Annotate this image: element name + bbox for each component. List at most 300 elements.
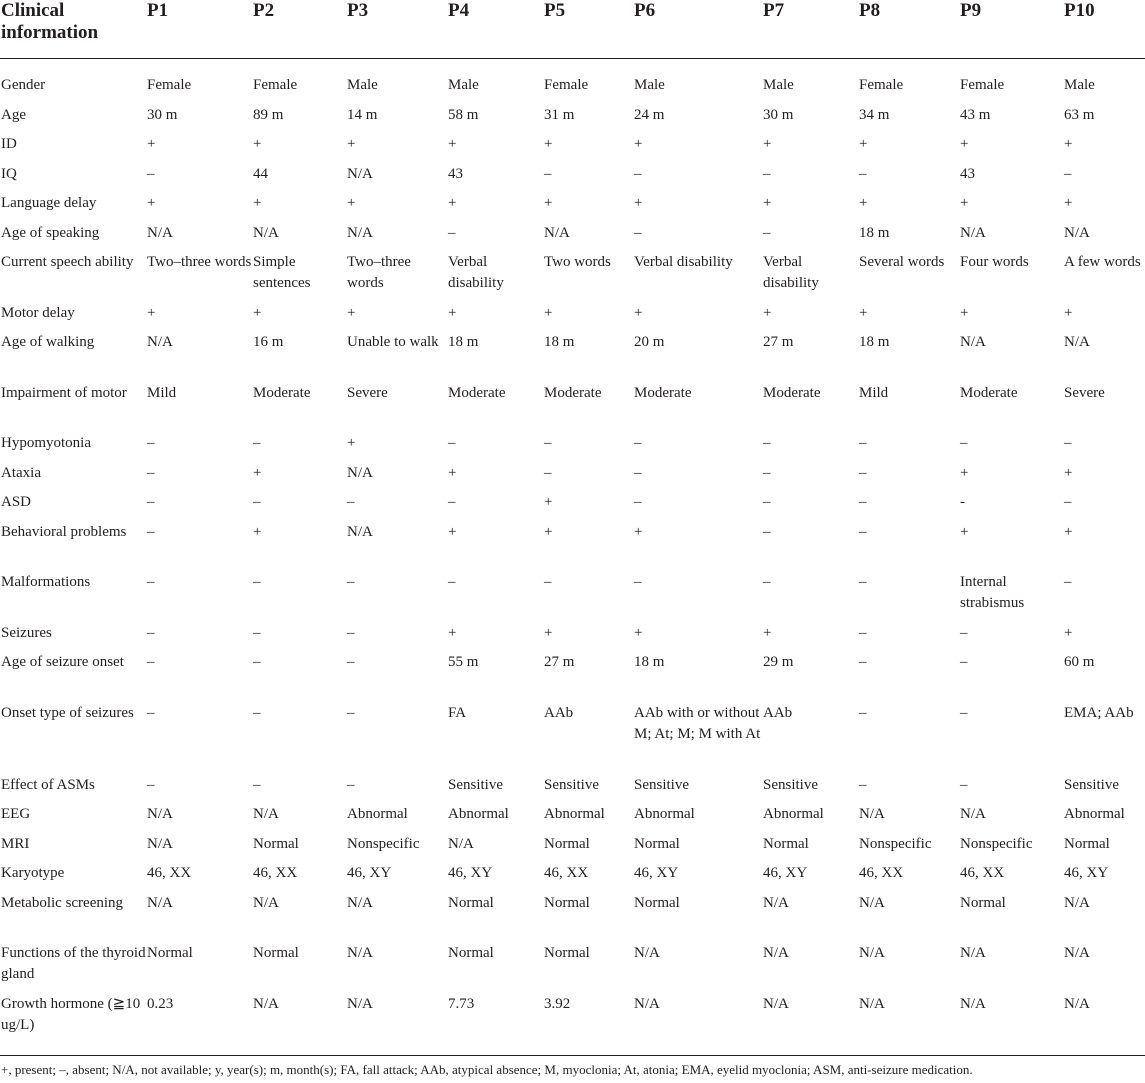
header-p4: P4 — [448, 0, 544, 59]
table-cell: 27 m — [544, 654, 575, 670]
table-cell: + — [544, 494, 553, 510]
table-cell: + — [634, 624, 643, 641]
table-cell: 46, XY — [448, 865, 493, 881]
table-cell: - — [960, 494, 965, 510]
row-label: Age of seizure onset — [1, 654, 124, 670]
table-cell: N/A — [253, 995, 279, 1012]
table-cell: + — [634, 523, 643, 540]
table-cell: – — [253, 494, 261, 510]
table-cell: Male — [347, 77, 378, 93]
table-row — [0, 252, 1145, 303]
table-row — [0, 433, 1145, 463]
table-cell: N/A — [1064, 894, 1090, 911]
table-cell: Normal — [634, 835, 680, 852]
table-row — [0, 383, 1145, 434]
row-label: Gender — [1, 77, 46, 93]
table-cell: + — [859, 195, 868, 211]
table-cell: – — [253, 624, 261, 641]
table-row — [0, 863, 1145, 893]
table-cell: Sensitive — [634, 776, 689, 793]
table-cell: Several words — [859, 254, 945, 270]
table-cell: 63 m — [1064, 106, 1095, 123]
table-cell: + — [1064, 523, 1073, 540]
table-cell: N/A — [347, 165, 373, 182]
table-cell: Moderate — [634, 384, 692, 401]
table-cell: 44 — [253, 165, 268, 182]
table-cell: – — [763, 464, 771, 481]
table-cell: N/A — [147, 334, 173, 350]
table-cell: 30 m — [763, 106, 794, 123]
table-cell: 18 m — [859, 224, 890, 241]
table-cell: – — [448, 574, 456, 590]
table-cell: – — [859, 624, 867, 641]
table-cell: – — [147, 574, 155, 590]
row-label: Impairment of motor — [1, 384, 127, 401]
table-cell: + — [763, 136, 772, 152]
table-cell: + — [448, 523, 457, 540]
row-label: MRI — [1, 835, 30, 852]
table-cell: Sensitive — [448, 776, 503, 793]
table-cell: + — [634, 195, 643, 211]
table-cell: N/A — [1064, 995, 1090, 1012]
table-row — [0, 492, 1145, 522]
table-cell: Male — [448, 77, 479, 93]
table-cell: – — [347, 776, 355, 793]
table-cell: Two–three words — [347, 254, 411, 291]
table-cell: 43 m — [960, 106, 991, 123]
table-cell: N/A — [544, 224, 570, 241]
table-cell: + — [859, 136, 868, 152]
table-cell: – — [253, 776, 261, 793]
table-row — [0, 75, 1145, 105]
table-cell: + — [1064, 136, 1073, 152]
table-cell: 46, XX — [960, 865, 1005, 881]
table-cell: 46, XX — [147, 865, 192, 881]
table-row — [0, 522, 1145, 573]
table-cell: – — [147, 523, 155, 540]
table-cell: + — [448, 624, 457, 641]
table-cell: N/A — [634, 945, 660, 961]
table-cell: N/A — [147, 806, 173, 822]
table-cell: EMA; AAb — [1064, 704, 1134, 721]
table-cell: Normal — [960, 894, 1006, 911]
table-cell: N/A — [634, 995, 660, 1012]
table-cell: 27 m — [763, 334, 794, 350]
table-cell: – — [634, 464, 642, 481]
table-cell: Normal — [544, 894, 590, 911]
table-cell: + — [634, 304, 643, 321]
table-cell: + — [544, 523, 553, 540]
table-row — [0, 303, 1145, 333]
table-cell: + — [448, 304, 457, 321]
table-row — [0, 572, 1145, 623]
table-cell: – — [859, 704, 867, 721]
table-cell: Male — [634, 77, 665, 93]
table-cell: Female — [147, 77, 192, 93]
table-cell: 46, XX — [859, 865, 904, 881]
table-cell: N/A — [347, 224, 373, 241]
row-label: Motor delay — [1, 304, 75, 321]
table-cell: Normal — [544, 945, 590, 961]
table-cell: – — [544, 165, 552, 182]
row-label: Effect of ASMs — [1, 776, 95, 793]
table-cell: – — [763, 574, 771, 590]
table-cell: 46, XY — [634, 865, 679, 881]
table-cell: – — [448, 494, 456, 510]
spacer-row — [0, 59, 1145, 76]
table-row — [0, 893, 1145, 944]
table-cell: – — [347, 654, 355, 670]
table-cell: 55 m — [448, 654, 479, 670]
table-cell: Simple sentences — [253, 254, 311, 291]
table-cell: – — [634, 494, 642, 510]
table-cell: 3.92 — [544, 995, 571, 1012]
table-cell: + — [960, 304, 969, 321]
table-cell: N/A — [960, 806, 986, 822]
table-cell: – — [147, 624, 155, 641]
table-cell: + — [1064, 624, 1073, 641]
row-label: Behavioral problems — [1, 523, 127, 540]
table-cell: Male — [763, 77, 794, 93]
table-cell: N/A — [448, 835, 474, 852]
table-cell: 20 m — [634, 334, 665, 350]
table-cell: Sensitive — [763, 776, 818, 793]
table-cell: – — [763, 523, 771, 540]
table-cell: Unable to walk — [347, 334, 439, 350]
table-cell: 16 m — [253, 334, 284, 350]
table-cell: – — [634, 574, 642, 590]
table-row — [0, 134, 1145, 164]
table-cell: – — [859, 494, 867, 510]
table-cell: Verbal disability — [448, 254, 504, 291]
table-cell: 43 — [448, 165, 463, 182]
table-cell: 46, XY — [763, 865, 808, 881]
table-cell: Female — [544, 77, 589, 93]
table-cell: N/A — [347, 995, 373, 1012]
table-cell: A few words — [1064, 254, 1141, 270]
table-cell: N/A — [960, 995, 986, 1012]
table-cell: Normal — [253, 835, 299, 852]
table-cell: 24 m — [634, 106, 665, 123]
table-cell: – — [147, 464, 155, 481]
row-label: Age — [1, 106, 26, 123]
table-cell: + — [147, 136, 156, 152]
table-cell: Abnormal — [544, 806, 605, 822]
table-cell: Two words — [544, 254, 611, 270]
table-cell: – — [448, 435, 456, 451]
row-label: EEG — [1, 806, 31, 822]
table-cell: – — [544, 464, 552, 481]
header-clinical-information: Clinical information — [0, 0, 147, 59]
table-cell: + — [147, 195, 156, 211]
header-p2: P2 — [253, 0, 347, 59]
table-cell: Abnormal — [763, 806, 824, 822]
table-cell: Female — [859, 77, 904, 93]
table-cell: + — [253, 195, 262, 211]
table-cell: – — [147, 654, 155, 670]
table-cell: + — [347, 304, 356, 321]
table-cell: N/A — [147, 894, 173, 911]
table-cell: N/A — [147, 835, 173, 852]
table-cell: + — [448, 136, 457, 152]
table-cell: Nonspecific — [347, 835, 420, 852]
table-cell: + — [347, 195, 356, 211]
table-cell: AAb — [544, 704, 574, 721]
row-label: Language delay — [1, 195, 97, 211]
table-cell: N/A — [763, 894, 789, 911]
row-label: ASD — [1, 494, 32, 510]
table-cell: + — [253, 136, 262, 152]
table-cell: – — [253, 435, 261, 451]
table-cell: – — [448, 224, 456, 241]
table-cell: + — [960, 464, 969, 481]
table-cell: – — [859, 574, 867, 590]
table-cell: – — [147, 494, 155, 510]
table-cell: + — [544, 195, 553, 211]
table-cell: – — [1064, 165, 1072, 182]
header-p7: P7 — [763, 0, 859, 59]
table-cell: N/A — [763, 945, 789, 961]
table-cell: N/A — [1064, 945, 1090, 961]
table-cell: Normal — [253, 945, 299, 961]
table-cell: AAb — [763, 704, 793, 721]
table-cell: Abnormal — [448, 806, 509, 822]
table-cell: Mild — [859, 384, 889, 401]
table-row — [0, 703, 1145, 775]
table-cell: – — [763, 435, 771, 451]
table-cell: + — [1064, 464, 1073, 481]
table-cell: – — [960, 624, 968, 641]
table-cell: – — [634, 224, 642, 241]
table-cell: – — [1064, 435, 1072, 451]
table-cell: + — [763, 304, 772, 321]
table-cell: N/A — [859, 806, 885, 822]
row-label: Karyotype — [1, 865, 65, 881]
table-cell: Female — [960, 77, 1005, 93]
header-p5: P5 — [544, 0, 634, 59]
header-p3: P3 — [347, 0, 448, 59]
table-cell: – — [634, 165, 642, 182]
table-cell: Normal — [763, 835, 809, 852]
table-cell: + — [1064, 304, 1073, 321]
table-cell: Moderate — [253, 384, 311, 401]
table-cell: Internal strabismus — [960, 574, 1025, 611]
table-cell: + — [448, 464, 457, 481]
table-row — [0, 775, 1145, 805]
table-cell: 46, XY — [347, 865, 392, 881]
table-row — [0, 332, 1145, 383]
table-cell: N/A — [1064, 224, 1090, 241]
table-cell: Sensitive — [1064, 776, 1119, 793]
table-cell: – — [763, 494, 771, 510]
header-row — [0, 0, 1145, 59]
table-row — [0, 834, 1145, 864]
row-label: Onset type of seizures — [1, 704, 134, 721]
row-label: Metabolic screening — [1, 894, 124, 911]
table-cell: 18 m — [859, 334, 890, 350]
table-cell: + — [763, 195, 772, 211]
table-cell: – — [347, 624, 355, 641]
header-p10: P10 — [1064, 0, 1145, 59]
table-cell: – — [960, 654, 968, 670]
table-cell: Moderate — [763, 384, 821, 401]
table-cell: – — [253, 654, 261, 670]
table-cell: + — [544, 304, 553, 321]
row-label: Current speech ability — [1, 254, 134, 270]
table-footnote: +, present; –, absent; N/A, not available; y, year(s); m, month(s); FA, fall attack; AAb, atypical absence; M, myoclonia; At, atonia; EMA, eyelid myoclonia; ASM, anti-seizure medication. — [1, 1062, 973, 1077]
header-p9: P9 — [960, 0, 1064, 59]
table-cell: Normal — [544, 835, 590, 852]
table-cell: N/A — [253, 806, 279, 822]
table-cell: 18 m — [448, 334, 479, 350]
table-cell: N/A — [347, 945, 373, 961]
row-label: Growth hormone (≧10 ug/L) — [1, 995, 141, 1033]
table-cell: Male — [1064, 77, 1095, 93]
table-cell: AAb with or without M; At; M; M with At — [634, 704, 761, 742]
table-cell: Normal — [147, 945, 193, 961]
table-cell: Nonspecific — [960, 835, 1033, 852]
table-cell: – — [347, 704, 355, 721]
row-label: Malformations — [1, 574, 91, 590]
table-cell: + — [763, 624, 772, 641]
table-cell: N/A — [763, 995, 789, 1012]
table-cell: Four words — [960, 254, 1029, 270]
table-cell: – — [1064, 574, 1072, 590]
table-cell: – — [859, 464, 867, 481]
table-cell: – — [634, 435, 642, 451]
row-label: ID — [1, 136, 17, 152]
table-body — [0, 59, 1145, 1045]
row-label: Age of walking — [1, 334, 95, 350]
table-cell: Abnormal — [347, 806, 408, 822]
table-cell: – — [544, 435, 552, 451]
table-cell: Nonspecific — [859, 835, 932, 852]
table-cell: Severe — [347, 384, 388, 401]
table-cell: + — [147, 304, 156, 321]
table-cell: 60 m — [1064, 654, 1095, 670]
table-cell: + — [448, 195, 457, 211]
table-cell: – — [347, 494, 355, 510]
row-label: Seizures — [1, 624, 52, 641]
table-cell: – — [253, 704, 261, 721]
table-cell: 18 m — [544, 334, 575, 350]
table-cell: 18 m — [634, 654, 665, 670]
table-cell: – — [859, 654, 867, 670]
header-p1: P1 — [147, 0, 253, 59]
header-p6: P6 — [634, 0, 763, 59]
table-cell: + — [1064, 195, 1073, 211]
table-cell: 7.73 — [448, 995, 475, 1012]
table-cell: – — [859, 435, 867, 451]
table-cell: – — [763, 224, 771, 241]
table-row — [0, 623, 1145, 653]
table-cell: 46, XX — [253, 865, 298, 881]
table-cell: Verbal disability — [763, 254, 819, 291]
table-row — [0, 463, 1145, 493]
table-row — [0, 193, 1145, 223]
table-cell: + — [859, 304, 868, 321]
table-cell: Moderate — [960, 384, 1018, 401]
row-label: Hypomyotonia — [1, 435, 91, 451]
table-cell: – — [544, 574, 552, 590]
table-cell: – — [147, 704, 155, 721]
table-cell: + — [347, 435, 356, 451]
table-cell: N/A — [859, 945, 885, 961]
table-cell: N/A — [859, 995, 885, 1012]
table-cell: FA — [448, 704, 467, 721]
table-row — [0, 105, 1145, 135]
table-cell: N/A — [347, 464, 373, 481]
table-cell: – — [960, 776, 968, 793]
table-cell: – — [960, 704, 968, 721]
table-cell: + — [253, 304, 262, 321]
table-cell: – — [147, 165, 155, 182]
row-label: Age of speaking — [1, 224, 100, 241]
table-cell: 29 m — [763, 654, 794, 670]
table-cell: + — [347, 136, 356, 152]
row-label: Functions of the thyroid gland — [1, 945, 146, 982]
table-cell: 31 m — [544, 106, 575, 123]
table-cell: – — [147, 776, 155, 793]
table-cell: N/A — [253, 224, 279, 241]
table-cell: 58 m — [448, 106, 479, 123]
table-cell: Abnormal — [634, 806, 695, 822]
table-cell: N/A — [960, 945, 986, 961]
table-cell: 14 m — [347, 106, 378, 123]
table-cell: N/A — [347, 894, 373, 911]
table-cell: – — [859, 523, 867, 540]
table-cell: Abnormal — [1064, 806, 1125, 822]
table-cell: Normal — [448, 894, 494, 911]
table-row — [0, 164, 1145, 194]
table-cell: 43 — [960, 165, 975, 182]
table-cell: Mild — [147, 384, 177, 401]
table-cell: Normal — [634, 894, 680, 911]
table-cell: N/A — [347, 523, 373, 540]
table-cell: + — [960, 136, 969, 152]
table-cell: Female — [253, 77, 298, 93]
table-cell: Verbal disability — [634, 254, 733, 270]
table-cell: N/A — [859, 894, 885, 911]
table-cell: 46, XX — [544, 865, 589, 881]
table-cell: 30 m — [147, 106, 178, 123]
table-row — [0, 804, 1145, 834]
table-cell: Moderate — [544, 384, 602, 401]
table-cell: N/A — [253, 894, 279, 911]
table-cell: 89 m — [253, 106, 284, 123]
table-cell: Normal — [1064, 835, 1110, 852]
table-row — [0, 652, 1145, 703]
table-cell: + — [544, 136, 553, 152]
table-cell: 34 m — [859, 106, 890, 123]
table-cell: – — [253, 574, 261, 590]
table-cell: + — [634, 136, 643, 152]
table-cell: – — [859, 165, 867, 182]
table-cell: Severe — [1064, 384, 1105, 401]
table-cell: + — [544, 624, 553, 641]
table-cell: N/A — [147, 224, 173, 241]
table-cell: – — [1064, 494, 1072, 510]
table-cell: + — [960, 523, 969, 540]
footnote-divider — [0, 1055, 1145, 1056]
table-cell: Two–three words — [147, 254, 252, 270]
table-cell: N/A — [960, 224, 986, 241]
table-cell: – — [347, 574, 355, 590]
table-cell: + — [253, 464, 262, 481]
table-cell: + — [960, 195, 969, 211]
table-cell: Moderate — [448, 384, 506, 401]
table-row — [0, 943, 1145, 994]
